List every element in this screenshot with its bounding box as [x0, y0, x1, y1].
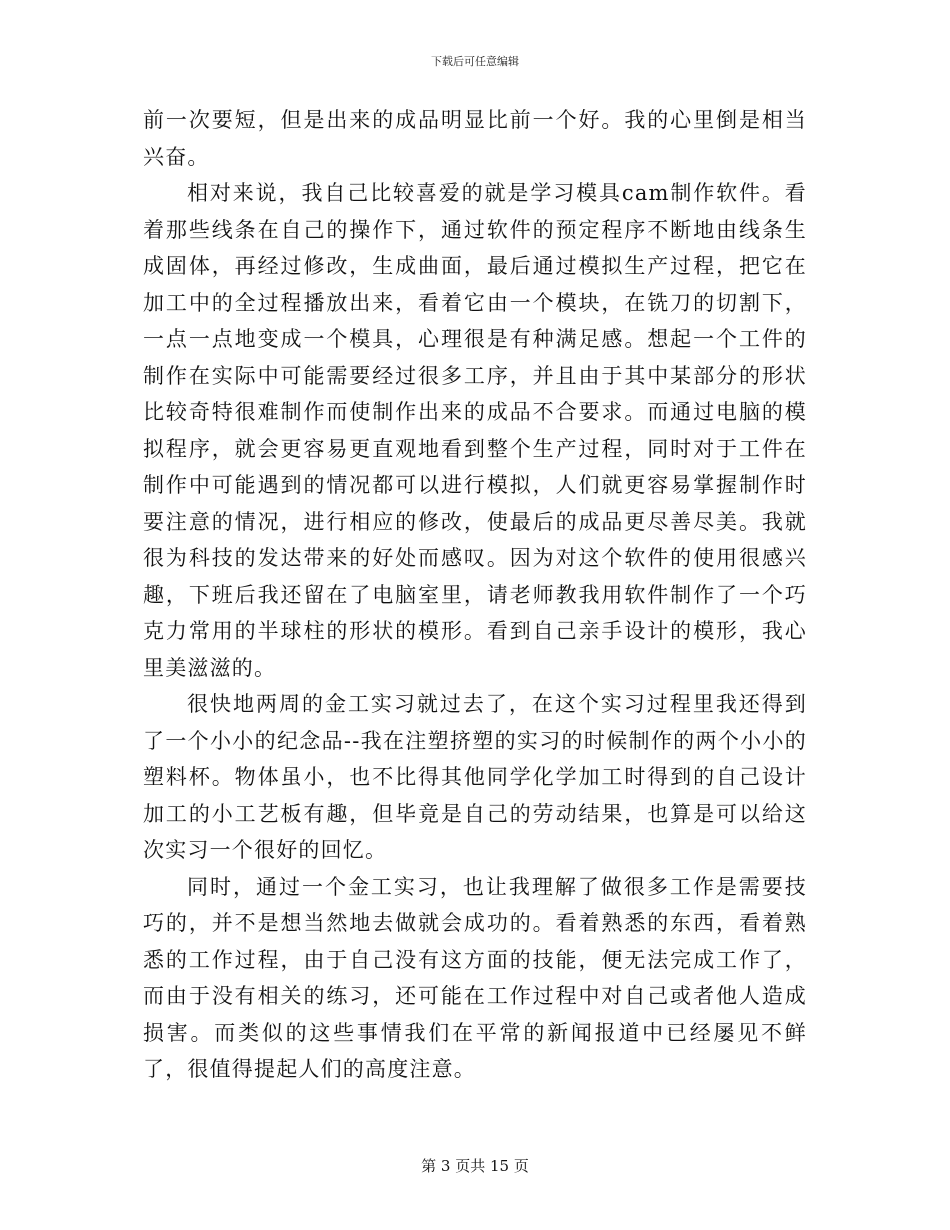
paragraph-2: 相对来说，我自己比较喜爱的就是学习模具cam制作软件。看着那些线条在自己的操作下，通过软件的预定程序不断地由线条生成固体，再经过修改，生成曲面，最后通过模拟生产过程，把它在加工中的全过程播放出来，看着它由一个模块，在铣刀的切割下，一点一点地变成一个模具，心理很是有种满足感。想起一个工件的制作在实际中可能需要经过很多工序，并且由于其中某部分的形状比较奇特很难制作而使制作出来的成品不合要求。而通过电脑的模拟程序，就会更容易更直观地看到整个生产过程，同时对于工件在制作中可能遇到的情况都可以进行模拟，人们就更容易掌握制作时要注意的情况，进行相应的修改，使最后的成品更尽善尽美。我就很为科技的发达带来的好处而感叹。因为对这个软件的使用很感兴趣，下班后我还留在了电脑室里，请老师教我用软件制作了一个巧克力常用的半球柱的形状的模形。看到自己亲手设计的模形，我心里美滋滋的。	[143, 181, 807, 680]
page-number: 第 3 页共 15 页	[421, 1157, 529, 1175]
paragraph-1: 前一次要短，但是出来的成品明显比前一个好。我的心里倒是相当兴奋。	[143, 108, 807, 169]
paragraph-4: 同时，通过一个金工实习，也让我理解了做很多工作是需要技巧的，并不是想当然地去做就会成功的。看着熟悉的东西，看着熟悉的工作过程，由于自己没有这方面的技能，便无法完成工作了，而由于没有相关的练习，还可能在工作过程中对自己或者他人造成损害。而类似的这些事情我们在平常的新闻报道中已经屡见不鲜了，很值得提起人们的高度注意。	[143, 874, 807, 1081]
page-header: 下载后可任意编辑	[431, 55, 519, 68]
body-text	[143, 102, 807, 1088]
paragraph-3: 很快地两周的金工实习就过去了，在这个实习过程里我还得到了一个小小的纪念品--我在注塑挤塑的实习的时候制作的两个小小的塑料杯。物体虽小，也不比得其他同学化学加工时得到的自己设计加工的小工艺板有趣，但毕竟是自己的劳动结果，也算是可以给这次实习一个很好的回忆。	[143, 692, 807, 862]
